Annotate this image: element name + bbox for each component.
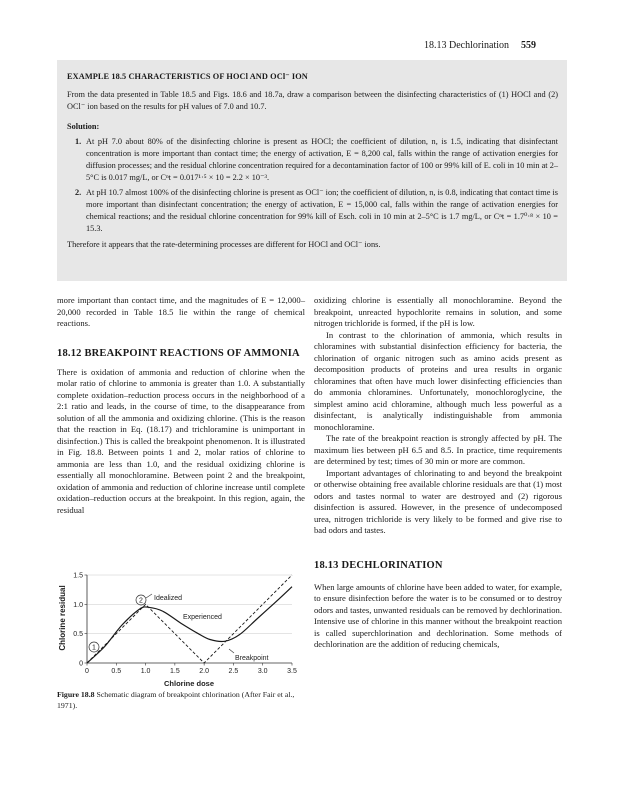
figure-caption-text: Schematic diagram of breakpoint chlorination (After Fair et al., 1971). <box>57 690 295 710</box>
x-tick-label: 1.0 <box>140 668 151 675</box>
breakpoint-chart <box>57 565 307 690</box>
annotation-breakpoint: Breakpoint <box>235 655 269 662</box>
point-label-1: 1 <box>92 644 96 652</box>
series-line-experienced <box>87 587 292 663</box>
point-marker-2 <box>136 595 146 605</box>
y-tick-label: 0.5 <box>73 631 83 639</box>
right-paragraph-4: Important advantages of chlorinating to and beyond the breakpoint or otherwise obtaining free available chlorine residuals are that (1) most odors and tastes normal to water are destroyed and (2) rigorous disinfection is assured. However, in the presence of undecomposed urea, nitrogen trichloride is very likely to be formed and give rise to bad odors and tastes. <box>314 467 562 535</box>
y-tick-label: 0 <box>79 660 83 668</box>
figure-caption <box>57 690 307 711</box>
x-tick-label: 0.5 <box>111 668 122 675</box>
example-intro: From the data presented in Table 18.5 and Figs. 18.6 and 18.7a, draw a comparison between the disinfecting characteristics of (1) HOCl and (2) OCl⁻ ion based on the results for pH values of 7.0 and 10.7. <box>67 90 558 111</box>
item-number: 1. <box>75 137 82 146</box>
section-heading-breakpoint: 18.12 BREAKPOINT REACTIONS OF AMMONIA <box>57 347 300 359</box>
right-paragraph-3: The rate of the breakpoint reaction is strongly affected by pH. The maximum lies between pH 6.5 and 8.5. In practice, time requirements are determined by test; times of 30 min or more are common. <box>314 433 562 466</box>
left-column <box>57 295 305 516</box>
running-header <box>424 40 536 51</box>
x-tick-label: 0 <box>85 668 89 675</box>
example-box <box>57 60 567 281</box>
x-tick-label: 3.5 <box>287 668 297 675</box>
solution-label: Solution: <box>67 122 100 131</box>
callout-line-breakpoint <box>229 649 234 653</box>
section-heading-dechlorination: 18.13 DECHLORINATION <box>314 559 443 571</box>
item-number: 2. <box>75 188 82 197</box>
x-tick-label: 3.0 <box>257 668 268 675</box>
right-column <box>314 295 562 651</box>
x-tick-label: 1.5 <box>169 668 180 675</box>
example-title: EXAMPLE 18.5 CHARACTERISTICS OF HOCl AND OCl⁻ ION <box>67 72 308 81</box>
example-conclusion: Therefore it appears that the rate-determining processes are different for HOCl and OCl⁻ ions. <box>67 240 381 249</box>
y-tick-label: 1.0 <box>73 601 83 609</box>
x-axis-label: Chlorine dose <box>163 679 215 688</box>
right-paragraph-2: In contrast to the chlorination of ammonia, which results in chloramines with substantial disinfection efficiency for bacteria, the chlorination of organic nitrogen such as amino acids present as decomposition products of proteins and urea results in organic chloramines that often have much lower disinfecting efficiencies than do ammonia chloramines. Unfortunately, monochloroglycine, the simplest amino acid chloramine, although much less powerful as a disinfectant, is analytically indistinguishable from ammonia monochloramine. <box>314 329 562 432</box>
point-marker-1 <box>89 642 99 652</box>
annotation-experienced: Experienced <box>183 614 222 621</box>
solution-item <box>67 136 558 184</box>
left-paragraph-breakpoint: There is oxidation of ammonia and reduction of chlorine when the molar ratio of chlorine to ammonia is greater than 1.0. A substantially complete oxidation–reduction process occurs in the neighborhood of a 2:1 ratio and leads, in the course of time, to the disappearance from solution of all the ammonia and oxidizing chlorine. (This is the reason that the reaction in Eq. (18.17) and trichloramine is unimportant in disinfection.) This is called the breakpoint phenomenon. It is illustrated in Fig. 18.8. Between points 1 and 2, molar ratios of chlorine to ammonia are less than 1.0, and the residual oxidizing chlorine is essentially all monochloramine. Between point 2 and the breakpoint, oxidation of ammonia and reduction of chlorine increase until complete oxidation–reduction occurs at the breakpoint. In this region, again, the residual <box>57 366 305 515</box>
item-text: At pH 10.7 almost 100% of the disinfecting chlorine is present as OCl⁻ ion; the coefficient of dilution, n, is 0.8, indicating that contact time is more important than disinfectant concentration; the energy of activation, E = 15,000 cal, falls within the range of activation energies for chemical reactions; and the residual chlorine concentration for 99% kill of Esch. coli in 10 min at 2–5°C is 1.7 mg/L, or Cⁿt = 1.7⁰·⁸ × 10 = 15.3. <box>86 188 558 233</box>
x-tick-label: 2.0 <box>199 668 210 675</box>
page-number: 559 <box>521 40 536 51</box>
y-tick-label: 1.5 <box>73 572 83 580</box>
figure-caption-label: Figure 18.8 <box>57 690 95 699</box>
right-paragraph-1: oxidizing chlorine is essentially all monochloramine. Beyond the breakpoint, unreacted hypochlorite remains in solution, and some nitrogen trichloride is formed, if the pH is low. <box>314 295 562 328</box>
left-paragraph-intro: more important than contact time, and the magnitudes of E = 12,000–20,000 recorded in Table 18.5 lie within the range of chemical reactions. <box>57 295 305 328</box>
right-paragraph-5: When large amounts of chlorine have been added to water, for example, to ensure disinfection before the water is to be consumed or to destroy odors and tastes, unwanted residuals can be removed by dechlorination. Intensive use of chlorine in this manner without the breakpoint reaction is called superchlorination and dechlorination. Some methods of dechlorination are the addition of reducing chemicals, <box>314 581 562 649</box>
y-axis-label: Chlorine residual <box>58 585 67 651</box>
item-text: At pH 7.0 about 80% of the disinfecting chlorine is present as HOCl; the coefficient of dilution, n, is 1.5, indicating that disinfectant concentration is more important than contact time; the energy of activation, E = 8,200 cal, falls within the range of activation energies for diffusion processes; and the residual chlorine concentration required for a decontamination factor of 100 or 99% kill of E. coli in 10 min at 2–5°C is 0.017 mg/L, or Cⁿt = 0.017¹·⁵ × 10 = 2.2 × 10⁻³. <box>86 137 558 182</box>
header-section: 18.13 Dechlorination <box>424 40 509 51</box>
figure-breakpoint-chlorination <box>57 565 307 690</box>
point-label-2: 2 <box>139 597 143 605</box>
annotation-idealized: Idealized <box>154 595 183 602</box>
solution-item <box>67 187 558 235</box>
callout-line-idealized <box>146 594 152 598</box>
x-tick-label: 2.5 <box>228 668 239 675</box>
